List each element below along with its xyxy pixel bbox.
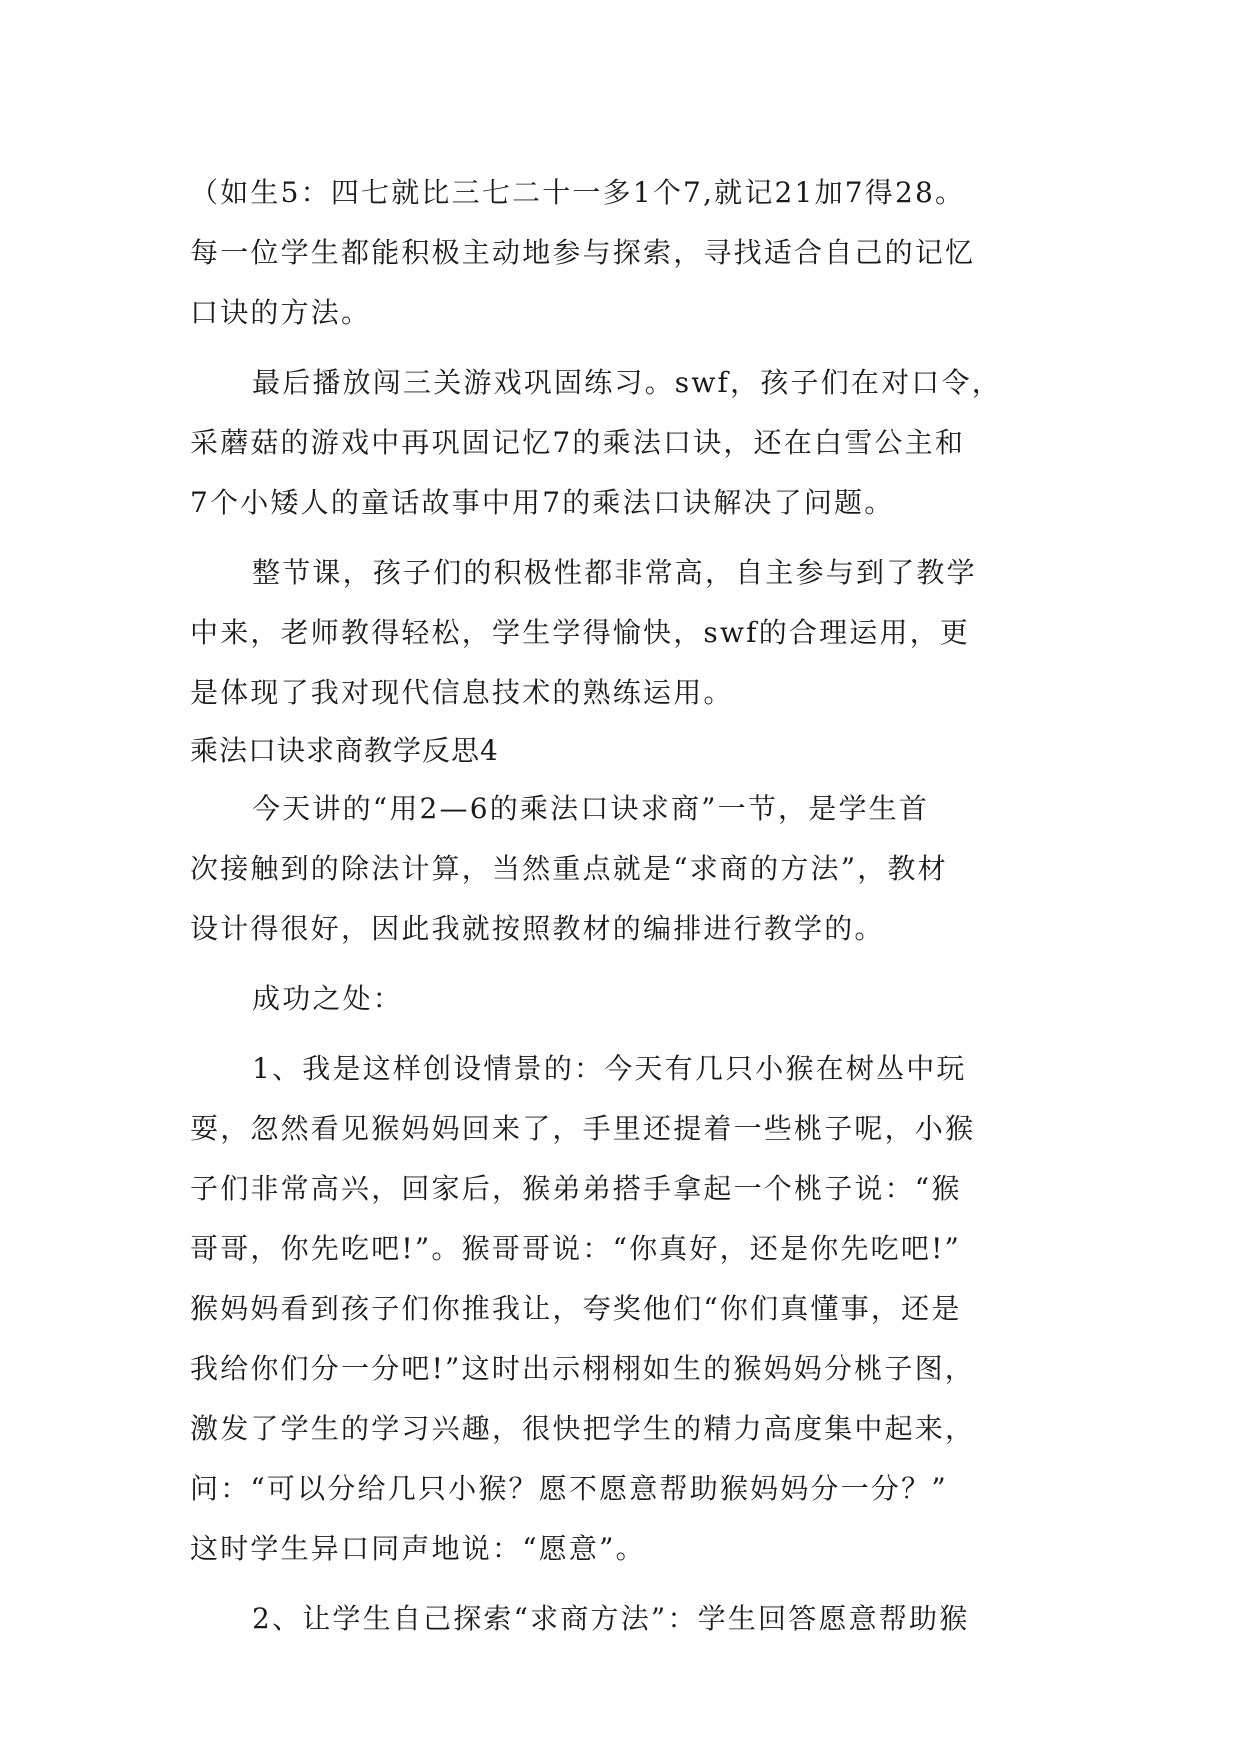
paragraph-line: 设计得很好，因此我就按照教材的编排进行教学的。 [190,912,885,945]
paragraph-line: 采蘑菇的游戏中再巩固记忆7的乘法口诀，还在白雪公主和 [190,426,966,459]
paragraph-line: 我给你们分一分吧!”这时出示栩栩如生的猴妈妈分桃子图， [190,1352,975,1385]
paragraph-line: 整节课，孩子们的积极性都非常高，自主参与到了教学 [252,556,977,589]
paragraph-line: 2、让学生自己探索“求商方法”：学生回答愿意帮助猴 [252,1602,970,1635]
paragraph-line: 最后播放闯三关游戏巩固练习。swf，孩子们在对口令， [252,366,1002,399]
paragraph-line: 每一位学生都能积极主动地参与探索，寻找适合自己的记忆 [190,236,976,269]
paragraph-line: 1、我是这样创设情景的：今天有几只小猴在树丛中玩 [252,1052,967,1085]
paragraph-line: 是体现了我对现代信息技术的熟练运用。 [190,676,734,709]
document-body [190,163,1060,1649]
paragraph-line: 7个小矮人的童话故事中用7的乘法口诀解决了问题。 [190,486,895,519]
paragraph-line: 问：“可以分给几只小猴？愿不愿意帮助猴妈妈分一分？” [190,1472,948,1505]
paragraph-line: 激发了学生的学习兴趣，很快把学生的精力高度集中起来， [190,1412,976,1445]
paragraph-line: 口诀的方法。 [190,296,372,329]
paragraph-line: 猴妈妈看到孩子们你推我让，夸奖他们“你们真懂事，还是 [190,1292,962,1325]
paragraph-line: 耍，忽然看见猴妈妈回来了，手里还提着一些桃子呢，小猴 [190,1112,976,1145]
paragraph-line: 次接触到的除法计算，当然重点就是“求商的方法”，教材 [190,852,948,885]
section-heading: 乘法口诀求商教学反思4 [190,734,499,767]
subheading: 成功之处： [252,982,404,1015]
paragraph-line: 今天讲的“用2—6的乘法口诀求商”一节，是学生首 [252,792,930,825]
paragraph-line: （如生5：四七就比三七二十一多1个7,就记21加7得28。 [190,176,966,209]
paragraph-line: 这时学生异口同声地说：“愿意”。 [190,1532,646,1565]
paragraph-line: 子们非常高兴，回家后，猴弟弟搭手拿起一个桃子说：“猴 [190,1172,962,1205]
paragraph-line: 哥哥，你先吃吧!”。猴哥哥说：“你真好，还是你先吃吧!” [190,1232,962,1265]
paragraph-line: 中来，老师教得轻松，学生学得愉快，swf的合理运用，更 [190,616,971,649]
